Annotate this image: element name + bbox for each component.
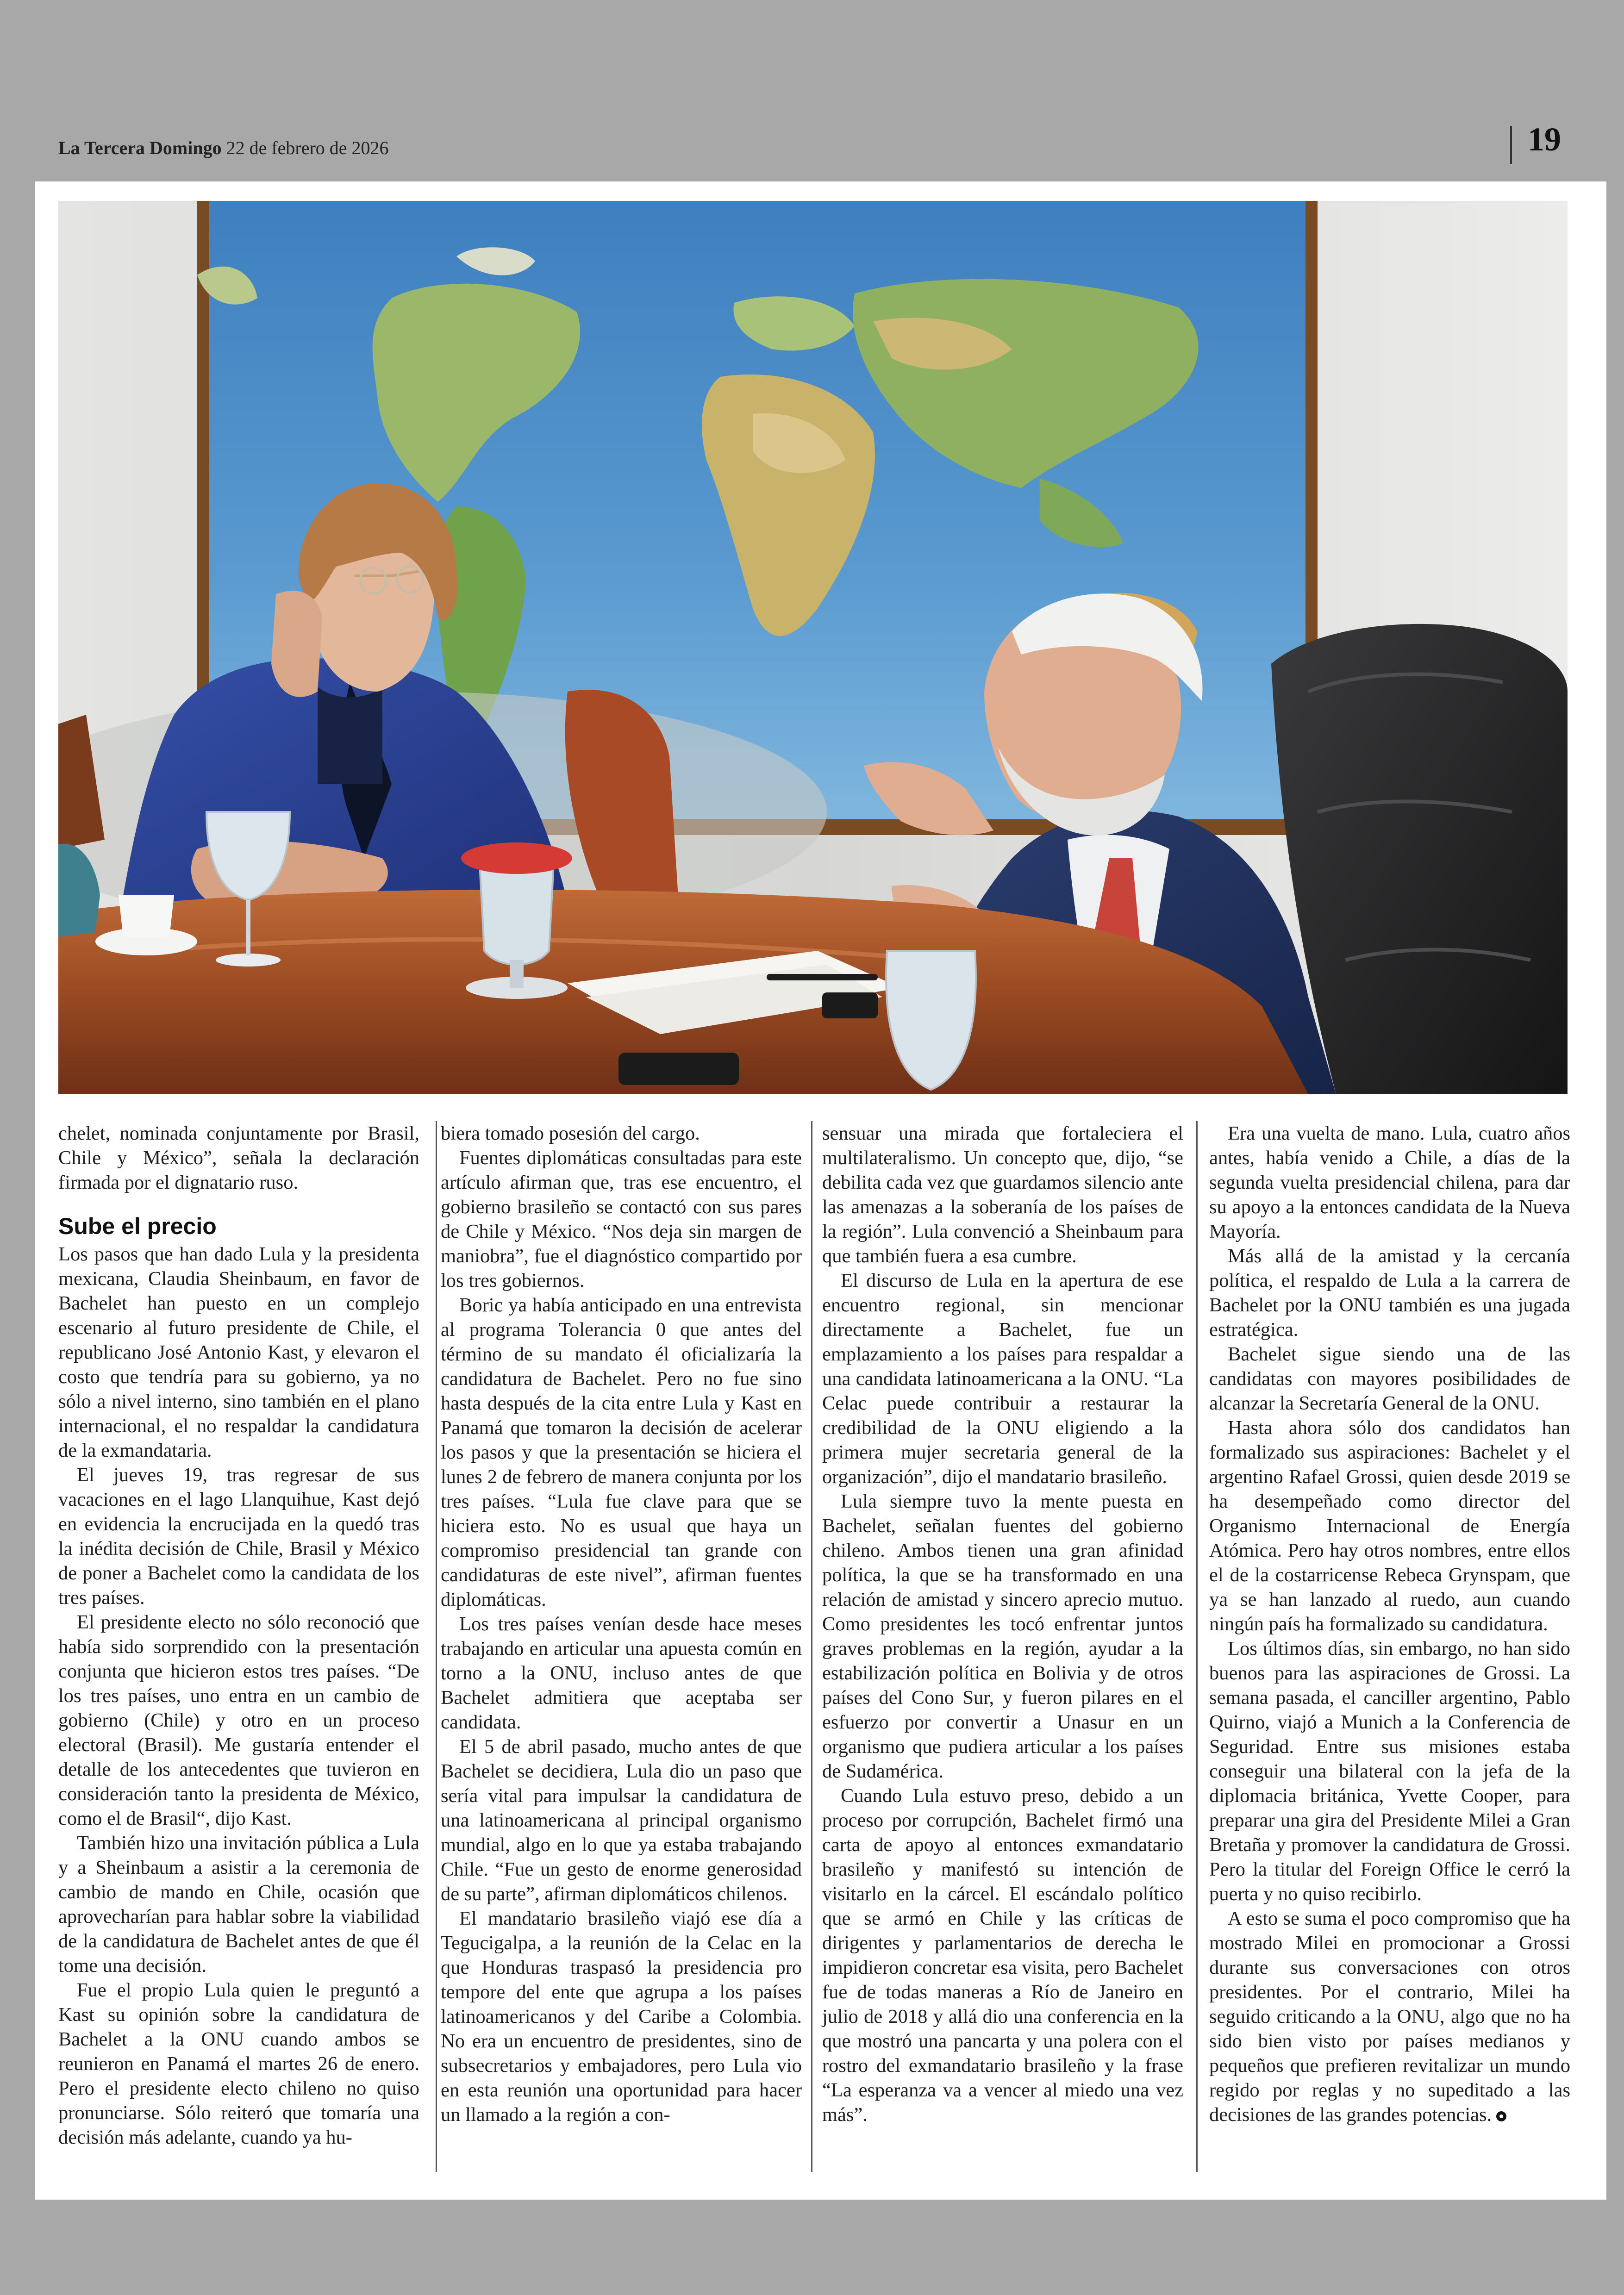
article-end-icon: [1496, 2111, 1506, 2121]
column4-paragraph: Era una vuelta de mano. Lula, cuatro años antes, había venido a Chile, a días de la segunda vuelta presidencial chilena, para dar su apoyo a la entonces candidata de la Nueva Mayoría.: [1209, 1123, 1570, 1242]
subhead-sube-el-precio: Sube el precio: [58, 1213, 217, 1239]
final-paragraph-text: A esto se suma el poco compromiso que ha mostrado Milei en promocionar a Grossi durante sus conversaciones con otros presidentes. Por el contrario, Milei ha seguido criticando a la ONU, algo que no ha sido bien visto por países medianos y pequeños que prefieren revitalizar un mundo regido por reglas y no supeditado a las decisiones de las grandes potencias.: [1209, 1908, 1570, 2126]
page-number: 19: [1528, 121, 1561, 158]
page-number-divider: [1510, 126, 1512, 164]
article-column-3: [822, 1121, 1183, 2127]
article-column-1: [58, 1121, 419, 2150]
article-page: [35, 181, 1606, 2200]
news-photo: [58, 201, 1568, 1094]
publication-name: La Tercera Domingo: [58, 137, 222, 158]
column1-paragraph: Fue el propio Lula quien le preguntó a Kast su opinión sobre la candidatura de Bachelet a la ONU cuando ambos se reunieron en Panamá el martes 26 de enero. Pero el presidente electo chileno no quiso pronunciarse. Sólo reiteró que tomaría una decisión más adelante, cuando ya hu-: [58, 1979, 419, 2148]
publication-line: [58, 137, 389, 159]
column2-paragraph: El 5 de abril pasado, mucho antes de que Bachelet se decidiera, Lula dio un paso que sería vital para impulsar la candidatura de una latinoamericana al principal organismo mundial, algo en lo que ya estaba trabajando Chile. “Fue un gesto de enorme generosidad de su parte”, afirman diplomáticos chilenos.: [441, 1736, 802, 1905]
article-column-2: [441, 1121, 802, 2127]
column-divider: [811, 1121, 812, 2172]
column4-paragraph: Más allá de la amistad y la cercanía política, el respaldo de Lula a la carrera de Bachelet por la ONU también es una jugada estratégica.: [1209, 1245, 1570, 1341]
column1-paragraph: El presidente electo no sólo reconoció que había sido sorprendido con la presentación conjunta que hicieron estos tres países. “De los tres países, uno entra en un cambio de gobierno (Chile) y otro en un proceso electoral (Brasil). Me gustaría entender el detalle de los antecedentes que tuvieron en consideración tanto la presidenta de México, como el de Brasil“, dijo Kast.: [58, 1611, 419, 1829]
column3-paragraph: sensuar una mirada que fortaleciera el multilateralismo. Un concepto que, dijo, “se debilita cada vez que guardamos silencio ante las amenazas a la soberanía de los países de la región”. Lula convenció a Sheinbaum para que también fuera a esa cumbre.: [822, 1123, 1183, 1267]
page-header: [0, 0, 1624, 181]
column-divider: [1196, 1121, 1198, 2172]
column4-paragraph: Bachelet sigue siendo una de las candidatas con mayores posibilidades de alcanzar la Secretaría General de la ONU.: [1209, 1343, 1570, 1414]
column2-paragraph: El mandatario brasileño viajó ese día a Tegucigalpa, a la reunión de la Celac en la que Honduras traspasó la presidencia pro tempore del ente que agrupa a los países latinoamericanos y del Caribe a Colombia. No era un encuentro de presidentes, sino de subsecretarios y embajadores, pero Lula vio en esta reunión una oportunidad para hacer un llamado a la región a con-: [441, 1908, 802, 2126]
column2-paragraph: Boric ya había anticipado en una entrevista al programa Tolerancia 0 que antes del término de su mandato él oficializaría la candidatura de Bachelet. Pero no fue sino hasta después de la cita entre Lula y Kast en Panamá que tomaron la decisión de acelerar los pasos y que la presentación se hiciera el lunes 2 de febrero de manera conjunta por los tres países. “Lula fue clave para que se hiciera esto. No es usual que haya un compromiso presidencial tan grande con candidaturas de este nivel”, afirman fuentes diplomáticas.: [441, 1294, 802, 1610]
publication-date: 22 de febrero de 2026: [226, 137, 389, 158]
column1-paragraph: El jueves 19, tras regresar de sus vacaciones en el lago Llanquihue, Kast dejó en evidencia la encrucijada en la quedó tras la inédita decisión de Chile, Brasil y México de poner a Bachelet como la candidata de los tres países.: [58, 1464, 419, 1609]
article-column-4: [1209, 1121, 1570, 2127]
column2-paragraph: Los tres países venían desde hace meses trabajando en articular una apuesta común en torno a la ONU, incluso antes de que Bachelet admitiera que aceptaba ser candidata.: [441, 1613, 802, 1733]
column3-paragraph: Lula siempre tuvo la mente puesta en Bachelet, señalan fuentes del gobierno chileno. Ambos tienen una gran afinidad política, la que se ha transformado en una relación de amistad y sincero aprecio mutuo. Como presidentes les tocó enfrentar juntos graves problemas en la región, ayudar a la estabilización política en Bolivia y de otros países del Cono Sur, y fueron pilares en el esfuerzo por convertir a Unasur en un organismo que pudiera articular a los países de Sudamérica.: [822, 1491, 1183, 1782]
column4-paragraph-final: [1209, 1906, 1570, 2127]
column-divider: [436, 1121, 437, 2172]
column1-paragraph: También hizo una invitación pública a Lula y a Sheinbaum a asistir a la ceremonia de cambio de mando en Chile, ocasión que aprovecharían para hablar sobre la viabilidad de la candidatura de Bachelet antes de que él tome una decisión.: [58, 1832, 419, 1977]
column3-paragraph: Cuando Lula estuvo preso, debido a un proceso por corrupción, Bachelet firmó una carta de apoyo al entonces exmandatario brasileño y manifestó su intención de visitarlo en la cárcel. El escándalo político que se armó en Chile y las críticas de dirigentes y parlamentarios de derecha le impidieron concretar esa visita, pero Bachelet fue de todas maneras a Río de Janeiro en julio de 2018 y allá dio una conferencia en la que mostró una pancarta y una polera con el rostro del exmandatario brasileño y la frase “La esperanza va a vencer al miedo una vez más”.: [822, 1785, 1183, 2126]
column2-paragraph: Fuentes diplomáticas consultadas para este artículo afirman que, tras ese encuentro, el gobierno brasileño se contactó con sus pares de Chile y México. “Nos deja sin margen de maniobra”, fue el diagnóstico compartido por los tres gobiernos.: [441, 1147, 802, 1291]
column1-paragraph: chelet, nominada conjuntamente por Brasil, Chile y México”, señala la declaración firmada por el dignatario ruso.: [58, 1123, 419, 1193]
column4-paragraph: Hasta ahora sólo dos candidatos han formalizado sus aspiraciones: Bachelet y el argentino Rafael Grossi, quien desde 2019 se ha desempeñado como director del Organismo Internacional de Energía Atómica. Pero hay otros nombres, entre ellos el de la costarricense Rebeca Grynspam, que ya se han lanzado al ruedo, aun cuando ningún país ha formalizado su candidatura.: [1209, 1417, 1570, 1635]
column3-paragraph: El discurso de Lula en la apertura de ese encuentro regional, sin mencionar directamente a Bachelet, fue un emplazamiento a los países para respaldar a una candidata latinoamericana a la ONU. “La Celac puede contribuir a restaurar la credibilidad de la ONU eligiendo a la primera mujer secretaria general de la organización”, dijo el mandatario brasileño.: [822, 1270, 1183, 1488]
column1-paragraph: Los pasos que han dado Lula y la presidenta mexicana, Claudia Sheinbaum, en favor de Bachelet han puesto en un complejo escenario al futuro presidente de Chile, el republicano José Antonio Kast, y elevaron el costo que tendría para su gobierno, ya no sólo a nivel interno, sino también en el plano internacional, el no respaldar la candidatura de la exmandataria.: [58, 1243, 419, 1461]
column4-paragraph: Los últimos días, sin embargo, no han sido buenos para las aspiraciones de Grossi. La semana pasada, el canciller argentino, Pablo Quirno, viajó a Munich a la Conferencia de Seguridad. Entre sus misiones estaba conseguir una bilateral con la jefa de la diplomacia británica, Yvette Cooper, para preparar una gira del Presidente Milei a Gran Bretaña y promover la candidatura de Grossi. Pero la titular del Foreign Office le cerró la puerta y no quiso recibirlo.: [1209, 1638, 1570, 1905]
column2-paragraph: biera tomado posesión del cargo.: [441, 1123, 700, 1144]
